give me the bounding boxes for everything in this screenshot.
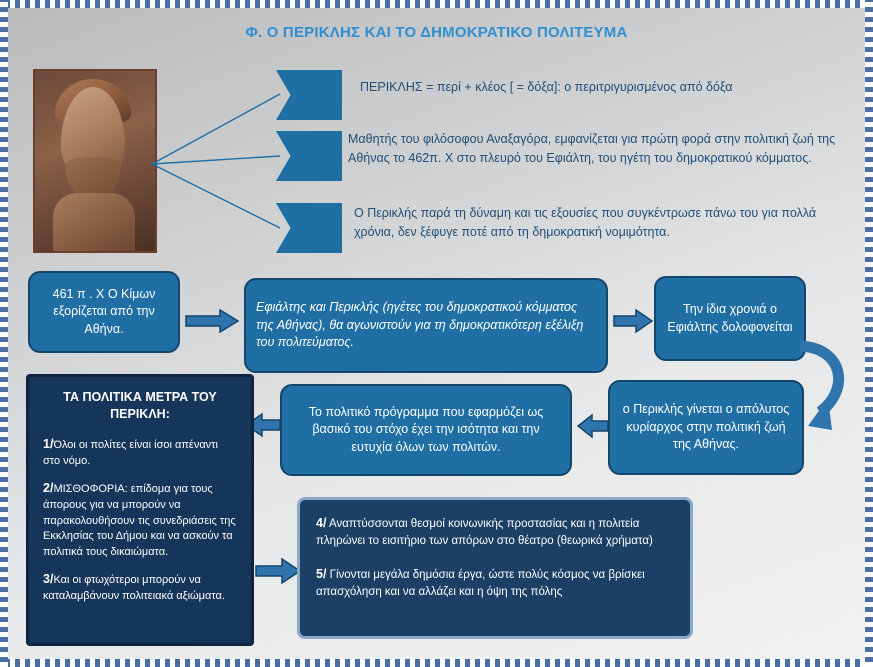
measure-2-number: 2/ [43, 480, 54, 495]
measure-5-number: 5/ [316, 566, 327, 581]
box-efialtis-assassinated: Την ίδια χρονιά ο Εφιάλτης δολοφονείται [654, 276, 806, 361]
box-efialtis-perikles-leaders: Εφιάλτης και Περικλής (ηγέτες του δημοκρατικού κόμματος της Αθήνας), θα αγωνιστούν για τη δημοκρατικότερη εξέλιξη του πολιτεύματος. [244, 278, 608, 373]
fan-connector-lines [148, 68, 288, 263]
measures-header: ΤΑ ΠΟΛΙΤΙΚΑ ΜΕΤΡΑ ΤΟΥ ΠΕΡΙΚΛΗ: [63, 390, 217, 421]
box-perikles-absolute-leader: ο Περικλής γίνεται ο απόλυτος κυρίαρχος στην πολιτική ζωή της Αθήνας. [608, 380, 804, 475]
pennant-text-3: Ο Περικλής παρά τη δύναμη και τις εξουσίες που συγκέντρωσε πάνω του για πολλά χρόνια, δεν ξέφυγε ποτέ από τη δημοκρατική νομιμότητα. [354, 206, 817, 239]
poster-canvas [8, 8, 865, 659]
pennant-text-1: ΠΕΡΙΚΛΗΣ = περί + κλέος [ = δόξα]: ο περιτριγυρισμένος από δόξα [360, 80, 733, 94]
measure-1-text: Όλοι οι πολίτες είναι ίσοι απέναντι στο νόμο. [43, 438, 218, 467]
pennant-text-2: Μαθητής του φιλόσοφου Αναξαγόρα, εμφανίζεται για πρώτη φορά στην πολιτική ζωή της Αθήνας το 462π. Χ στο πλευρό του Εφιάλτη, του ηγέτη του δημοκρατικού κόμματος. [348, 132, 836, 165]
arrow-efialtis-to-same-year [612, 308, 654, 334]
measure-item-5 [316, 565, 674, 602]
measure-item-4 [316, 514, 674, 551]
page-title: Φ. Ο ΠΕΡΙΚΛΗΣ ΚΑΙ ΤΟ ΔΗΜΟΚΡΑΤΙΚΟ ΠΟΛΙΤΕΥΜΑ [245, 24, 628, 41]
box-political-programme: Το πολιτικό πρόγραμμα που εφαρμόζει ως βασικό του στόχο έχει την ισότητα και την ευτυχία όλων των πολιτών. [280, 384, 572, 476]
measure-3-text: Και οι φτωχότεροι μπορούν να καταλαμβάνουν πολιτειακά αξιώματα. [43, 574, 225, 603]
measure-1-number: 1/ [43, 436, 54, 451]
measure-4-text: Αναπτύσσονται θεσμοί κοινωνικής προστασίας και η πολιτεία πληρώνει το εισιτήριο των απόρων στο θέατρο (θεωρικά χρήματα) [316, 518, 653, 548]
arrow-kyriarchos-to-programma [576, 413, 610, 439]
box-political-measures [26, 374, 254, 646]
measure-2-text: ΜΙΣΘΟΦΟΡΙΑ: επίδομα για τους άπορους για να μπορούν να παρακολουθήσουν τις συνεδριάσεις της Εκκλησίας του Δήμου και να ασκούν τα πολιτικά τους δικαιώματα. [43, 482, 236, 559]
portrait-bust-shape [53, 193, 135, 253]
measure-3-number: 3/ [43, 572, 54, 587]
measure-4-number: 4/ [316, 516, 327, 530]
arrow-curve-to-perikles-kyriarchos [798, 338, 858, 458]
box-kimon-exile: 461 π . Χ Ο Κίμων εξορίζεται από την Αθήνα. [28, 271, 180, 353]
box-social-measures [297, 497, 693, 639]
measure-5-text: Γίνονται μεγάλα δημόσια έργα, ώστε πολύς κόσμος να βρίσκει απασχόληση και να αλλάζει και η όψη της πόλης [316, 568, 645, 598]
measure-item-2 [43, 479, 237, 562]
measure-item-1 [43, 435, 237, 470]
perikles-portrait-image [33, 69, 157, 253]
arrow-measures-to-measures45 [254, 556, 302, 586]
arrow-kimon-to-efialtis [184, 308, 240, 334]
measure-item-3 [43, 570, 237, 605]
